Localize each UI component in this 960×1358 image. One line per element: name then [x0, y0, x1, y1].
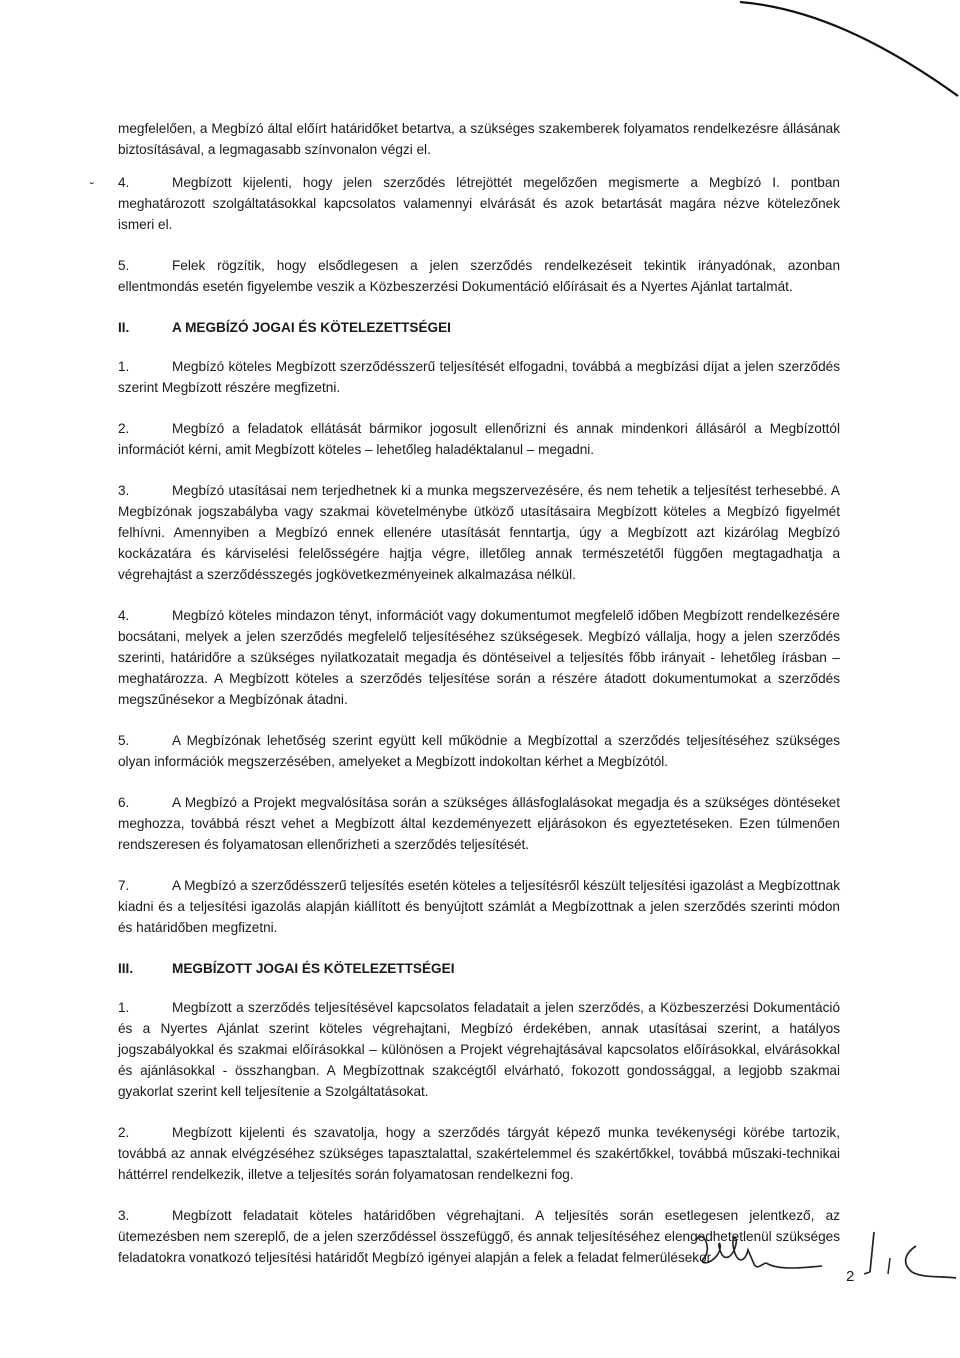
scan-stray-mark: ˘ — [90, 180, 94, 194]
intro-paragraph: megfelelően, a Megbízó által előírt határidőket betartva, a szükséges szakemberek folyamatos rendelkezésre állásának biztosításával, a legmagasabb színvonalon végzi el. — [118, 121, 840, 157]
clause-number: 4. — [118, 608, 130, 623]
clause-text: Megbízott feladatait köteles határidőben végrehajtani. A teljesítés során esetlegesen jelentkező, az ütemezésben nem szereplő, de a jelen szerződéssel összefüggő, és annak teljesítéséhez elengedhetetlenül szükséges feladatokra vonatkozó teljesítési határidőt Megbízó igényei alapján a felek a feladat felmerülésekor — [118, 1208, 840, 1265]
section-heading-III — [118, 958, 840, 979]
clause-text: Megbízó köteles Megbízott szerződésszerű teljesítését elfogadni, továbbá a megbízási díjat a jelen szerződés szerint Megbízott részére megfizetni. — [118, 359, 840, 395]
clause-text: Megbízott a szerződés teljesítésével kapcsolatos feladatait a jelen szerződés, a Közbeszerzési Dokumentáció és a Nyertes Ajánlat szerint köteles végrehajtani, Megbízó érdekében, annak utasításai szerint, a hatályos jogszabályokkal és szakmai előírásokkal – különösen a Projekt végrehajtásával kapcsolatos előírásokkal, elvárásokkal és ajánlásokkal - összhangban. A Megbízottnak szakcégtől elvárható, fokozott gondossággal, a legjobb szakmai gyakorlat szerint kell teljesítenie a Szolgáltatásokat. — [118, 1000, 840, 1099]
page-number: 2 — [846, 1268, 855, 1285]
clause-number: 5. — [118, 733, 130, 748]
section-title: A MEGBÍZÓ JOGAI ÉS KÖTELEZETTSÉGEI — [172, 320, 451, 335]
section-title: MEGBÍZOTT JOGAI ÉS KÖTELEZETTSÉGEI — [172, 961, 455, 976]
scan-corner-stroke — [740, 0, 960, 100]
section-roman-numeral: II. — [118, 320, 130, 335]
clause-number: 3. — [118, 483, 130, 498]
clause-II-6 — [118, 792, 840, 855]
clause-II-1 — [118, 356, 840, 398]
clause-III-2 — [118, 1122, 840, 1185]
clause-number: 6. — [118, 795, 130, 810]
section-roman-numeral: III. — [118, 961, 134, 976]
clause-text: Megbízó a feladatok ellátását bármikor jogosult ellenőrizni és annak mindenkori állásáról a Megbízottól információt kérni, amit Megbízott köteles – lehetőleg haladéktalanul – megadni. — [118, 421, 840, 457]
clause-text: Megbízott kijelenti, hogy jelen szerződés létrejöttét megelőzően megismerte a Megbízó I. pontban meghatározott szolgáltatásokkal kapcsolatos valamennyi elvárását és azok betartását magára nézve kötelezőnek ismeri el. — [118, 175, 840, 232]
clause-number: 7. — [118, 878, 130, 893]
clause-text: Felek rögzítik, hogy elsődlegesen a jelen szerződés rendelkezéseit tekintik irányadónak, azonban ellentmondás esetén figyelembe veszik a Közbeszerzési Dokumentáció előírásait és a Nyertes Ajánlat tartalmát. — [118, 258, 840, 294]
clause-II-2 — [118, 418, 840, 460]
handwritten-initials — [860, 1228, 958, 1288]
document-body — [118, 118, 840, 1288]
clause-text: Megbízó köteles mindazon tényt, információt vagy dokumentumot megfelelő időben Megbízott rendelkezésére bocsátani, melyek a jelen szerződés megfelelő teljesítéséhez szükségesek. Megbízó vállalja, hogy a jelen szerződés szerinti, határidőre a szükséges nyilatkozatait megadja és döntéseivel a teljesítés főbb irányait - lehetőleg írásban – meghatározza. A Megbízott köteles a szerződés teljesítése során a részére átadott dokumentumokat a szerződés megszűnésekor a Megbízónak átadni. — [118, 608, 840, 707]
clause-II-5 — [118, 730, 840, 772]
clause-number: 1. — [118, 1000, 130, 1015]
clause-III-1 — [118, 997, 840, 1102]
handwritten-signature — [690, 1220, 830, 1290]
clause-number: 3. — [118, 1208, 130, 1223]
section-heading-II — [118, 317, 840, 338]
clause-text: A Megbízó a szerződésszerű teljesítés esetén köteles a teljesítésről készült teljesítési igazolást a Megbízottnak kiadni és a teljesítési igazolás alapján kiállított és benyújtott számlát a Megbízottnak a jelen szerződés szerinti módon és határidőben megfizetni. — [118, 878, 840, 935]
clause-text: A Megbízó a Projekt megvalósítása során a szükséges állásfoglalásokat megadja és a szükséges döntéseket meghozza, továbbá részt vehet a Megbízott által kezdeményezett eljárásokon és egyeztetéseken. Ezen túlmenően rendszeresen és folyamatosan ellenőrizheti a szerződés teljesítését. — [118, 795, 840, 852]
clause-number: 2. — [118, 1125, 130, 1140]
clause-number: 1. — [118, 359, 130, 374]
clause-text: Megbízó utasításai nem terjedhetnek ki a munka megszervezésére, és nem tehetik a teljesítést terhesebbé. A Megbízónak jogszabályba vagy szakmai követelménybe ütköző utasításaira Megbízott köteles a Megbízó figyelmét felhívni. Amennyiben a Megbízó ennek ellenére utasítását fenntartja, úgy a Megbízott azt kizárólag Megbízó kockázatára és kárviselési felelősségére hajtja végre, illetőleg annak természetétől függően megtagadhatja a végrehajtást a szerződésszegés jogkövetkezményeinek alkalmazása nélkül. — [118, 483, 840, 582]
clause-text: A Megbízónak lehetőség szerint együtt kell működnie a Megbízottal a szerződés teljesítéséhez szükséges olyan információk megszerzésében, amelyeket a Megbízott indokoltan kérhet a Megbízótól. — [118, 733, 840, 769]
clause-number: 4. — [118, 175, 130, 190]
clause-I-5 — [118, 255, 840, 297]
clause-number: 2. — [118, 421, 130, 436]
clause-I-4 — [118, 172, 840, 235]
clause-II-3 — [118, 480, 840, 585]
clause-text: Megbízott kijelenti és szavatolja, hogy a szerződés tárgyát képező munka tevékenységi körébe tartozik, továbbá az annak elvégzéséhez szükséges tapasztalattal, szakértelemmel és szakértőkkel, továbbá műszaki-technikai háttérrel rendelkezik, illetve a teljesítés során folyamatosan rendelkezni fog. — [118, 1125, 840, 1182]
clause-number: 5. — [118, 258, 130, 273]
clause-II-7 — [118, 875, 840, 938]
clause-II-4 — [118, 605, 840, 710]
